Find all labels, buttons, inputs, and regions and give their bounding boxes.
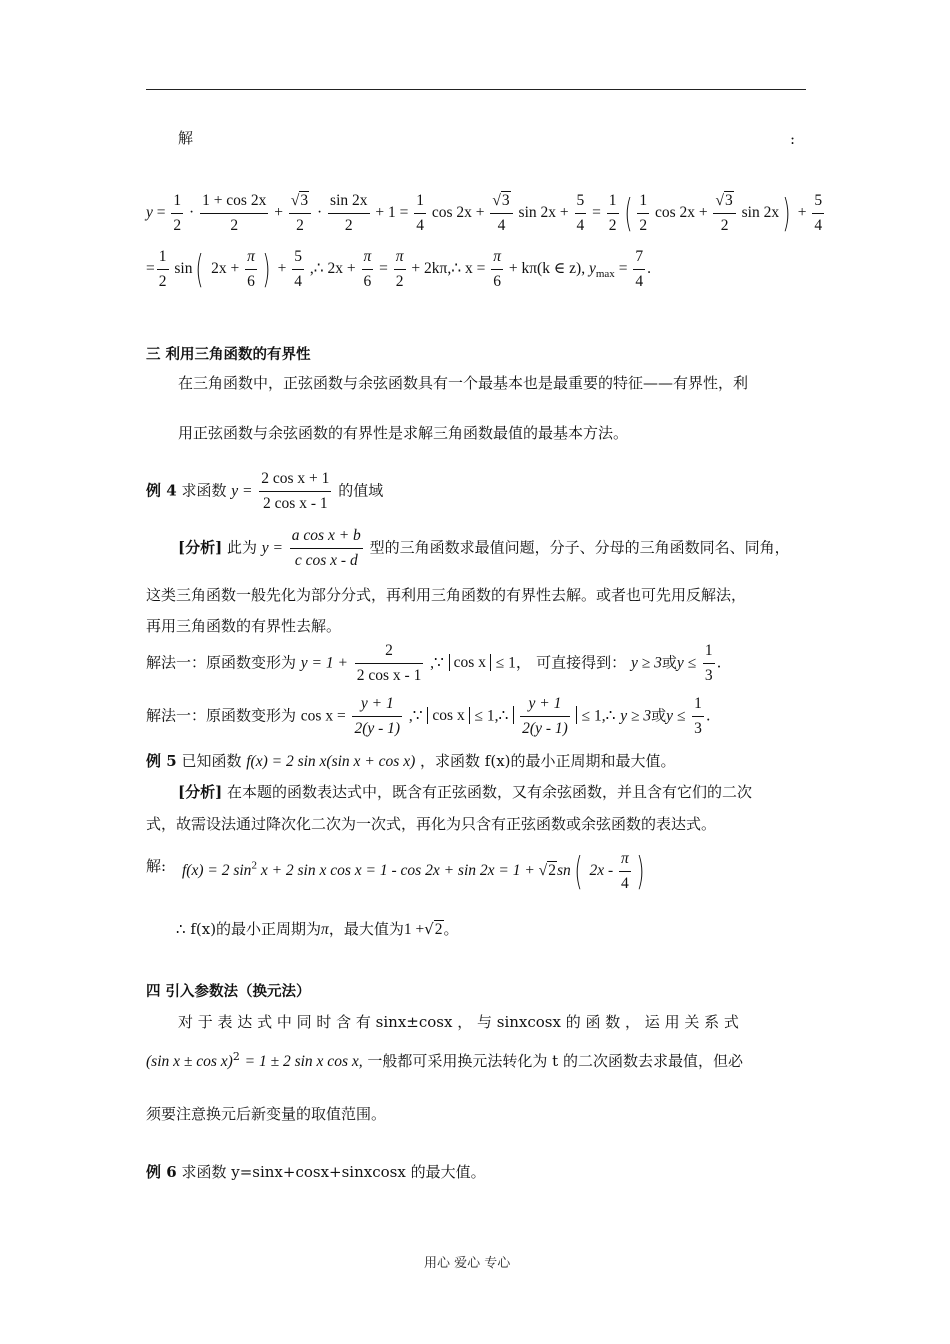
method1: 解法一：原函数变形为 y = 1 + $\frac{2}{\text{2 cos x - 1}}$ ,∵ cos x ≤ 1， 可直接得到： y ≥ 3或y ≤ $\frac{1}{3}$ . bbox=[146, 642, 722, 684]
solution-colon: : bbox=[790, 130, 796, 148]
section4-formula-line: (sin x ± cos x)$^2$ = 1 ± 2 sin x cos x, 一般都可采用换元法转化为 t 的二次函数去求最值，但必 bbox=[146, 1050, 743, 1070]
header-rule bbox=[146, 89, 806, 90]
section4-para3: 须要注意换元后新变量的取值范围。 bbox=[146, 1105, 387, 1123]
frac-sqrt3-2: $\frac{√3}{2}$ bbox=[289, 192, 311, 235]
section4-para1: 对 于 表 达 式 中 同 时 含 有 sinx±cosx ， 与 sinxcosx 的 函 数 ， 运 用 关 系 式 bbox=[178, 1013, 739, 1031]
section3-heading: 三 利用三角函数的有界性 bbox=[146, 346, 311, 363]
section3-para1: 在三角函数中，正弦函数与余弦函数具有一个最基本也是最重要的特征——有界性，利 bbox=[178, 374, 749, 392]
section4-heading: 四 引入参数法（换元法） bbox=[146, 983, 311, 1000]
frac-quarter: $\frac{1}{4}$ bbox=[416, 192, 424, 234]
conclusion5: ∴ f(x)的最小正周期为π，最大值为1 +√2。 bbox=[176, 920, 459, 938]
solution5-label: 解: bbox=[146, 857, 167, 875]
solution-label: 解 bbox=[178, 129, 194, 147]
frac-sin2x: $\frac{\sin 2x}{2}$ bbox=[330, 192, 368, 234]
frac-half: $\frac{1}{2}$ bbox=[173, 192, 182, 234]
frac-5-4b: $\frac{5}{4}$ bbox=[814, 192, 823, 234]
example6: 例 6 求函数 y=sinx+cosx+sinxcosx 的最大值。 bbox=[146, 1163, 486, 1181]
method2: 解法一：原函数变形为 cos x = $\frac{y + 1}{2(y - 1)}$ ,∵ cos x ≤ 1,∴ $\frac{y + 1}{2(y - 1)}$ ≤ 1,∴ y ≥ 3或y ≤ $\frac{1}{3}$ . bbox=[146, 695, 711, 737]
formula-line-2: = $\frac{1}{2}$ sin( 2x + $\frac{\pi}{6}$ ) + $\frac{5}{4}$ ,∴ 2x + $\frac{\pi}{6}$ = $\frac{\pi}{2}$ + 2kπ,∴ x = $\frac{\pi}{6}$ + kπ(k ∈ z), $y_{max}$ = $\frac{7}{4}$ . bbox=[146, 247, 651, 292]
frac-5-4: $\frac{5}{4}$ bbox=[576, 192, 585, 234]
frac-half-b: $\frac{1}{2}$ bbox=[608, 192, 617, 234]
analysis4-line1: [分析] 此为 y = $\frac{\text{a cos x + b}}{\text{c cos x - d}}$ 型的三角函数求最值问题，分子、分母的三角函数同名、同角， bbox=[178, 527, 790, 569]
solution5-formula: f(x) = 2 $\sin^2 x + 2$ sin x cos x = 1 - cos 2x + sin 2x = 1 + √2sn( 2x - $\frac{\pi}{4}$ ) bbox=[182, 849, 645, 894]
frac-half-c: $\frac{1}{2}$ bbox=[639, 192, 648, 234]
example5: 例 5 已知函数 f(x) = 2 sin x(sin x + cos x) ，求函数 f(x)的最小正周期和最大值。 bbox=[146, 752, 676, 770]
analysis4-line2: 这类三角函数一般先化为部分分式，再利用三角函数的有界性去解。或者也可先用反解法， bbox=[146, 586, 747, 604]
analysis5-line1: [分析] 在本题的函数表达式中，既含有正弦函数，又有余弦函数，并且含有它们的二次 bbox=[178, 783, 752, 801]
frac-1pluscos: $\frac{1 + \cos 2x}{2}$ bbox=[202, 192, 267, 234]
frac-sqrt3-4: $\frac{√3}{4}$ bbox=[490, 192, 512, 235]
frac-sqrt3-2b: $\frac{√3}{2}$ bbox=[713, 192, 735, 235]
page-footer: 用心 爱心 专心 bbox=[424, 1256, 511, 1271]
example4: 例 4 求函数 y = $\frac{\text{2 cos x + 1}}{\text{2 cos x - 1}}$ 的值域 bbox=[146, 470, 384, 512]
formula-line-1: y = $\frac{1}{2}$ · $\frac{1 + \cos 2x}{2}$ + $\frac{√3}{2}$ · $\frac{\sin 2x}{2}$ + 1 = $\frac{1}{4}$ cos 2x + $\frac{√3}{4}$ sin 2x + $\frac{5}{4}$ = $\frac{1}{2}$ ( $\frac{1}{2}$ cos 2x + $\frac{√3}{2}$ sin 2x) + $\frac{5}{4}$ bbox=[146, 191, 823, 236]
analysis4-line3: 再用三角函数的有界性去解。 bbox=[146, 617, 342, 635]
analysis5-line2: 式，故需设法通过降次化二次为一次式，再化为只含有正弦函数或余弦函数的表达式。 bbox=[146, 815, 717, 833]
section3-para2: 用正弦函数与余弦函数的有界性是求解三角函数最值的最基本方法。 bbox=[178, 424, 629, 442]
